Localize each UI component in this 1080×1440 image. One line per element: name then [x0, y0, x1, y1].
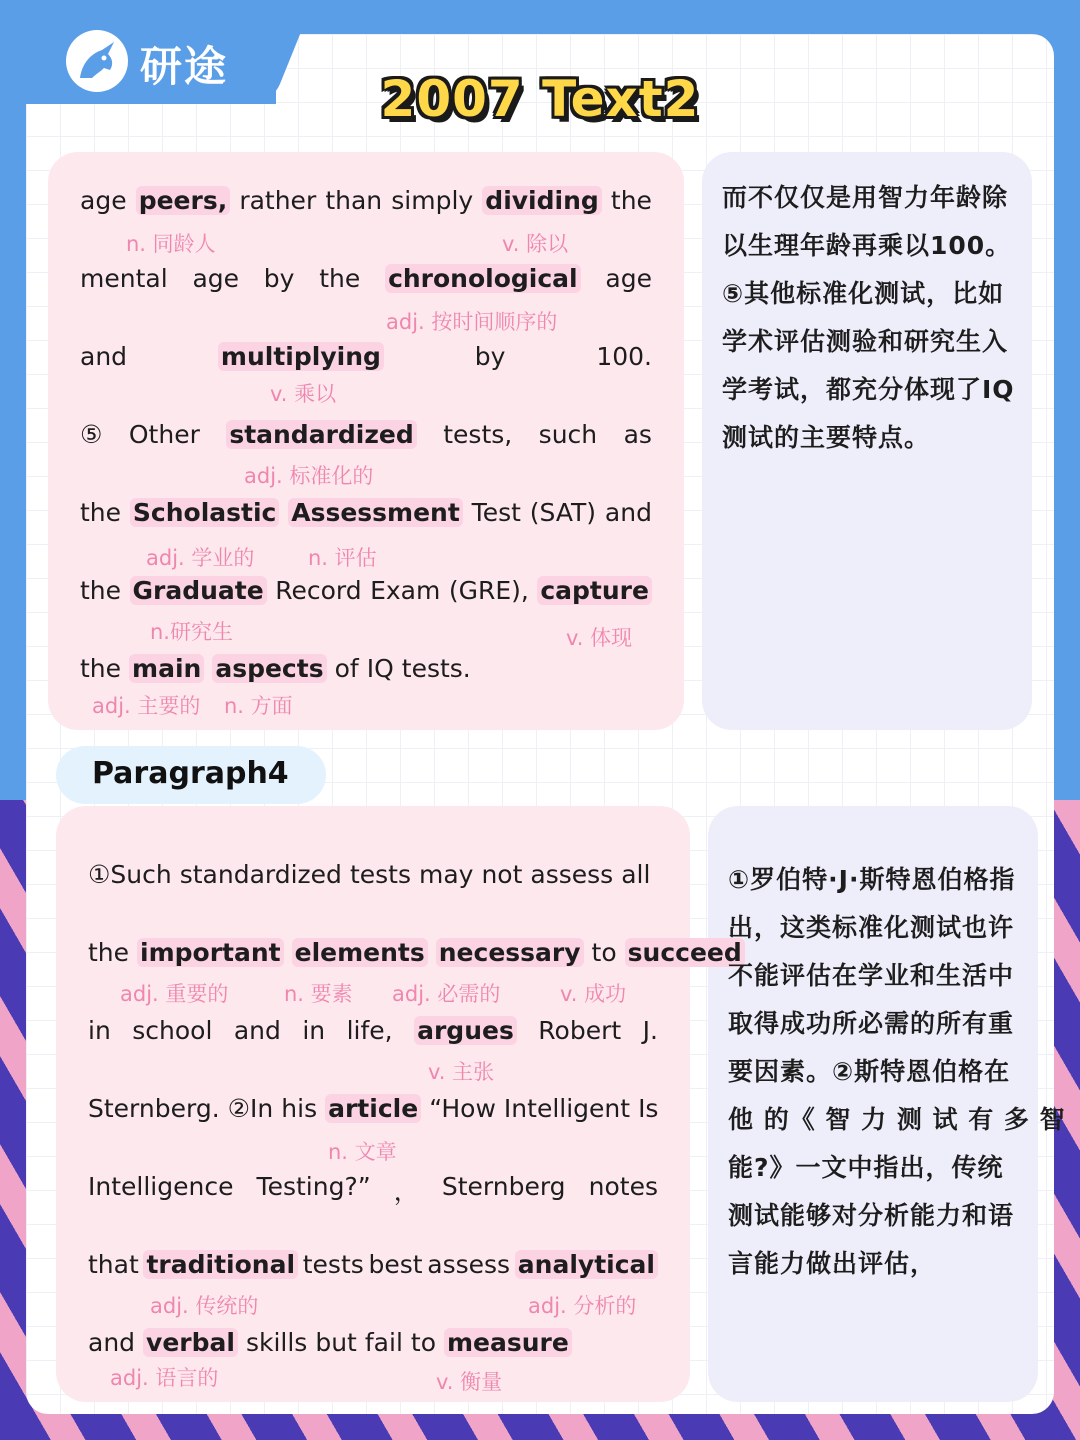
word: fail: [364, 1328, 403, 1357]
word: Other: [128, 420, 200, 449]
text-line: [80, 264, 652, 293]
text-line: [80, 186, 652, 215]
translation-line: 他 的《 智 力 测 试 有 多 智: [728, 1105, 1066, 1134]
word: (SAT): [529, 498, 597, 527]
word: age: [605, 264, 652, 293]
annotation-argues: v. 主张: [428, 1060, 495, 1084]
annotation-capture: v. 体现: [566, 626, 633, 650]
word: than: [325, 186, 383, 215]
translation-line: 言能力做出评估，: [728, 1249, 937, 1278]
highlighted-word: capture: [537, 576, 652, 605]
word: by: [474, 342, 506, 371]
annotation-assessment: n. 评估: [308, 546, 377, 570]
highlighted-word: aspects: [212, 654, 326, 683]
word: ，: [393, 1177, 419, 1206]
highlighted-word: dividing: [482, 186, 602, 215]
text-line: [88, 1328, 658, 1357]
annotation-elements: n. 要素: [284, 982, 353, 1006]
brand-name: 研途: [140, 42, 229, 91]
word: ⑤: [80, 420, 103, 449]
annotation-succeed: v. 成功: [560, 982, 627, 1006]
text-line: [80, 420, 652, 449]
paragraph-label: Paragraph4: [92, 756, 289, 791]
word: by: [263, 264, 295, 293]
translation-line: 测试能够对分析能力和语: [728, 1201, 1015, 1230]
text-line: [88, 1094, 658, 1123]
text-line: [80, 576, 652, 605]
page-title: 2007 Text2: [380, 70, 700, 128]
annotation-traditional: adj. 传统的: [150, 1294, 259, 1318]
text-line: [88, 1016, 658, 1045]
translation-line: 以生理年龄再乘以100。: [722, 231, 1012, 260]
word: not: [481, 860, 523, 889]
highlighted-word: standardized: [226, 420, 416, 449]
annotation-aspects: n. 方面: [224, 694, 293, 718]
highlighted-word: argues: [414, 1016, 517, 1045]
word: the: [319, 264, 361, 293]
word: age: [80, 186, 127, 215]
word: assess: [427, 1250, 511, 1279]
annotation-peers: n. 同龄人: [126, 232, 216, 256]
highlighted-word: verbal: [143, 1328, 238, 1357]
translation-line: ⑤其他标准化测试，比如: [722, 279, 1005, 308]
word: standardized: [179, 860, 342, 889]
annotation-verbal: adj. 语言的: [110, 1366, 219, 1390]
word: tests: [349, 860, 411, 889]
word: but: [315, 1328, 357, 1357]
word: Sternberg: [441, 1172, 566, 1201]
highlighted-word: measure: [444, 1328, 572, 1357]
highlighted-word: Graduate: [130, 576, 267, 605]
highlighted-word: Assessment: [288, 498, 463, 527]
annotation-analytical: adj. 分析的: [528, 1294, 637, 1318]
annotation-scholastic: adj. 学业的: [146, 546, 255, 570]
word: his: [281, 1094, 318, 1123]
translation-line: 而不仅仅是用智力年龄除: [722, 183, 1009, 212]
word: as: [623, 420, 652, 449]
highlighted-word: article: [325, 1094, 421, 1123]
highlighted-word: analytical: [515, 1250, 658, 1279]
translation-line: 测试的主要特点。: [722, 423, 931, 452]
translation-line: 取得成功所必需的所有重: [728, 1009, 1015, 1038]
word: simply: [391, 186, 474, 215]
text-line: [88, 938, 742, 967]
word: and: [233, 1016, 281, 1045]
highlighted-word: multiplying: [218, 342, 384, 371]
word: assess: [530, 860, 614, 889]
word: in: [302, 1016, 326, 1045]
word: tests,: [443, 420, 513, 449]
word: to: [591, 938, 617, 967]
word: the: [80, 576, 122, 605]
text-line: [88, 860, 658, 889]
annotation-important: adj. 重要的: [120, 982, 229, 1006]
word: IQ: [366, 654, 394, 683]
word: the: [88, 938, 130, 967]
word: Testing?”: [256, 1172, 371, 1201]
annotation-standardized: adj. 标准化的: [244, 464, 374, 488]
highlighted-word: main: [129, 654, 204, 683]
word: in: [88, 1016, 111, 1045]
translation-line: 要因素。②斯特恩伯格在: [728, 1057, 1011, 1086]
annotation-dividing: v. 除以: [502, 232, 569, 256]
translation-line: 出，这类标准化测试也许: [728, 913, 1015, 942]
text-line: [80, 654, 652, 683]
word: and: [80, 342, 128, 371]
highlighted-word: Scholastic: [130, 498, 279, 527]
highlighted-word: traditional: [143, 1250, 298, 1279]
annotation-article: n. 文章: [328, 1140, 397, 1164]
word: (GRE),: [448, 576, 529, 605]
word: Record: [275, 576, 362, 605]
highlighted-word: succeed: [625, 938, 745, 967]
highlighted-word: chronological: [385, 264, 581, 293]
annotation-chronological: adj. 按时间顺序的: [386, 310, 558, 334]
text-line: [88, 1172, 658, 1208]
word: that: [88, 1250, 139, 1279]
text-line: [80, 498, 652, 527]
word: the: [80, 654, 122, 683]
word: notes: [588, 1172, 658, 1201]
word: and: [88, 1328, 136, 1357]
text-line: [80, 342, 652, 371]
word: may: [418, 860, 474, 889]
word: of: [334, 654, 359, 683]
word: ①Such: [88, 860, 172, 889]
translation-line: 不能评估在学业和生活中: [728, 961, 1015, 990]
highlighted-word: peers,: [136, 186, 231, 215]
word: mental: [80, 264, 168, 293]
annotation-measure: v. 衡量: [436, 1370, 503, 1394]
word: J.: [642, 1016, 658, 1045]
highlighted-word: elements: [292, 938, 428, 967]
translation-line: 能?》一文中指出，传统: [728, 1153, 1004, 1182]
annotation-graduate: n.研究生: [150, 620, 233, 644]
word: tests: [302, 1250, 364, 1279]
word: the: [80, 498, 122, 527]
word: “How: [429, 1094, 496, 1123]
annotation-main: adj. 主要的: [92, 694, 201, 718]
translation-line: 学术评估测验和研究生入: [722, 327, 1009, 356]
word: 100.: [596, 342, 652, 371]
annotation-multiplying: v. 乘以: [270, 382, 337, 406]
word: skills: [245, 1328, 308, 1357]
word: best: [368, 1250, 423, 1279]
word: Robert: [538, 1016, 622, 1045]
word: age: [192, 264, 240, 293]
word: Sternberg.: [88, 1094, 220, 1123]
text-line: [88, 1250, 658, 1279]
word: the: [610, 186, 652, 215]
word: Intelligent: [503, 1094, 631, 1123]
word: Test: [471, 498, 521, 527]
translation-line: 学考试，都充分体现了IQ: [722, 375, 1015, 404]
annotation-necessary: adj. 必需的: [392, 982, 501, 1006]
word: to: [410, 1328, 436, 1357]
word: Is: [638, 1094, 659, 1123]
word: Exam: [370, 576, 441, 605]
highlighted-word: important: [137, 938, 284, 967]
word: and: [604, 498, 652, 527]
word: rather: [239, 186, 317, 215]
word: tests.: [401, 654, 471, 683]
word: such: [538, 420, 598, 449]
word: Intelligence: [88, 1172, 234, 1201]
word: life,: [346, 1016, 393, 1045]
word: school: [132, 1016, 213, 1045]
word: all: [621, 860, 651, 889]
highlighted-word: necessary: [436, 938, 584, 967]
translation-line: ①罗伯特·J·斯特恩伯格指: [728, 865, 1016, 894]
word: ②In: [227, 1094, 274, 1123]
